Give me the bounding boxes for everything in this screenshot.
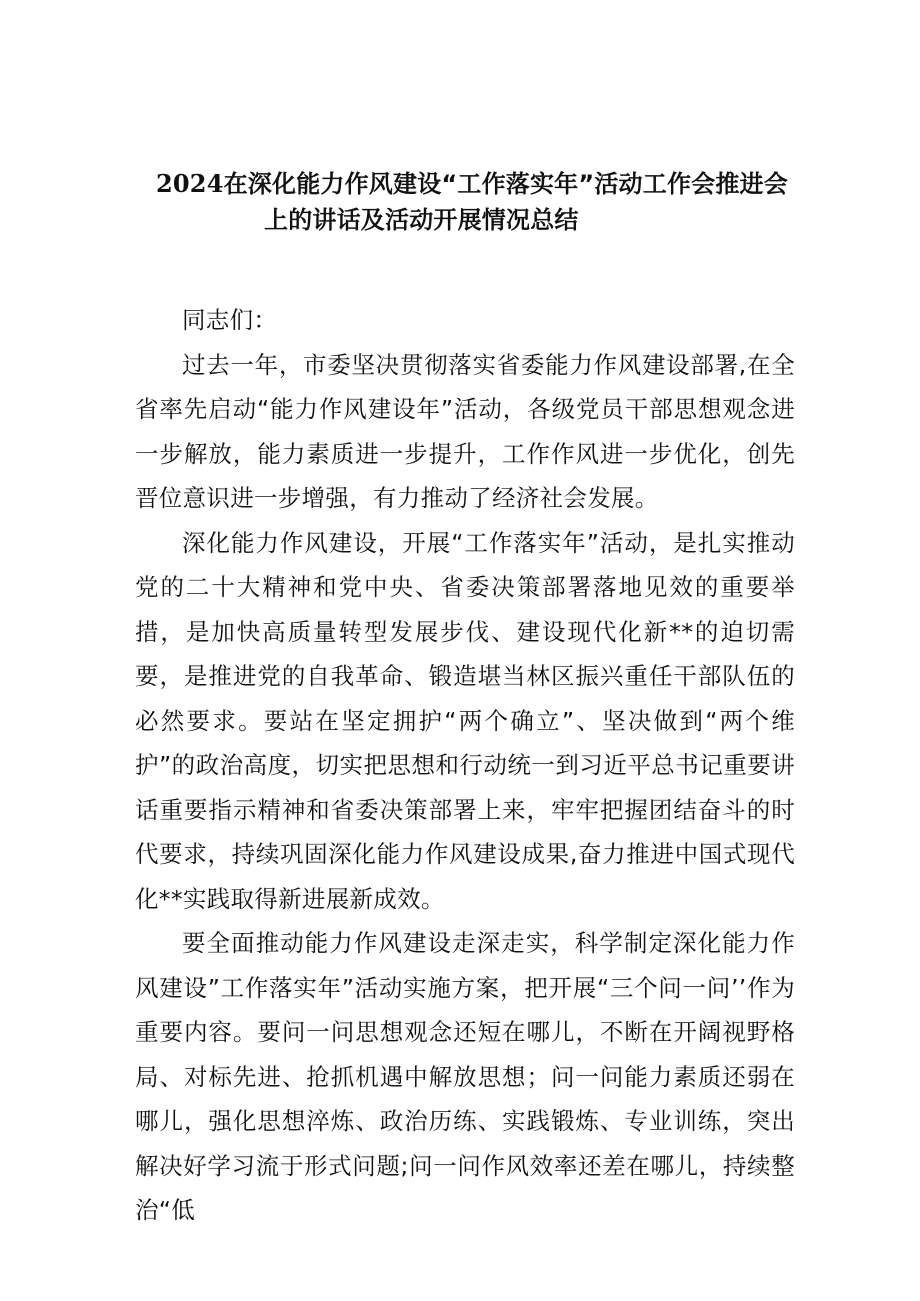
title-year: 2024 xyxy=(156,169,224,198)
title-line-1 xyxy=(150,166,810,202)
paragraph-1: 过去一年，市委坚决贯彻落实省委能力作风建设部署,在全省率先启动“能力作风建设年”活动，各级党员干部思想观念进一步解放，能力素质进一步提升，工作作风进一步优化，创先晋位意识进一步增强，有力推动了经济社会发展。 xyxy=(135,350,795,512)
document-body xyxy=(135,298,795,1233)
paragraph-2: 深化能力作风建设，开展“工作落实年”活动，是扎实推动党的二十大精神和党中央、省委决策部署落地见效的重要举措，是加快高质量转型发展步伐、建设现代化新**的迫切需要，是推进党的自我革命、锻造堪当林区振兴重任干部队伍的必然要求。要站在坚定拥护“两个确立”、坚决做到“两个维护”的政治高度，切实把思想和行动统一到习近平总书记重要讲话重要指示精神和省委决策部署上来，牢牢把握团结奋斗的时代要求，持续巩固深化能力作风建设成果,奋力推进中国式现代化**实践取得新进展新成效。 xyxy=(135,528,795,913)
document-title xyxy=(150,166,810,238)
title-line-2: 上的讲话及活动开展情况总结 xyxy=(264,206,579,234)
title-line-1-text: 在深化能力作风建设“工作落实年”活动工作会推进会 xyxy=(223,170,788,198)
paragraph-3: 要全面推动能力作风建设走深走实，科学制定深化能力作风建设”工作落实年”活动实施方案，把开展“三个问一问’’作为重要内容。要问一问思想观念还短在哪儿，不断在开阔视野格局、对标先进、抢抓机遇中解放思想；问一问能力素质还弱在哪儿，强化思想淬炼、政治历练、实践锻炼、专业训练，突出解决好学习流于形式问题;问一问作风效率还差在哪儿，持续整治“低 xyxy=(135,929,795,1224)
salutation: 同志们： xyxy=(182,306,278,334)
